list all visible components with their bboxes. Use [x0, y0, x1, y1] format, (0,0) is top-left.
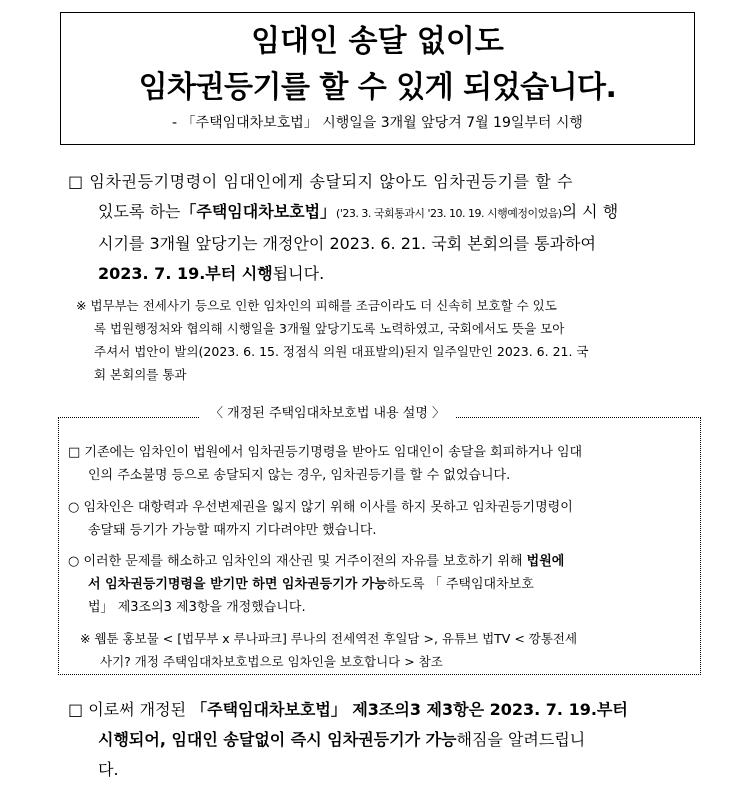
box-note [80, 627, 700, 673]
note1-line1: ※ 법무부는 전세사기 등으로 인한 임차인의 피해를 조금이라도 더 신속히 보호할 수 있도 [76, 298, 557, 313]
box-p3-line1-a: ○ 이러한 문제를 해소하고 임차인의 재산권 및 거주이전의 자유를 보호하기 위해 [68, 554, 527, 569]
section1-line2 [68, 197, 708, 229]
section2-paragraph [68, 695, 708, 785]
page-title-line1: 임대인 송달 없이도 [251, 24, 504, 59]
page-title-line2: 임차권등기를 할 수 있게 되었습니다. [138, 70, 617, 105]
box-p3-line1-bold: 법원에 [526, 554, 565, 569]
box-p2-line1: ○ 임차인은 대항력과 우선변제권을 잃지 않기 위해 이사를 하지 못하고 임차권등기명령이 [68, 500, 573, 515]
box-p1-line2: 인의 주소불명 등으로 송달되지 않는 경우, 임차권등기를 할 수 없었습니다. [88, 468, 511, 483]
section2-line1-a: □ 이로써 개정된 [68, 700, 192, 719]
note1 [76, 294, 706, 386]
note1-line4: 회 본회의를 통과 [94, 367, 187, 382]
explanation-box-title: 〈 개정된 주택임대차보호법 내용 설명 〉 [200, 403, 455, 425]
box-paragraph3 [68, 550, 698, 619]
box-paragraph1 [68, 441, 698, 487]
section1-line2-a: 있도록 하는 [98, 202, 181, 221]
section1-line1: □ 임차권등기명령이 임대인에게 송달되지 않아도 임차권등기를 할 수 [68, 172, 574, 191]
box-p2-line2: 송달돼 등기가 가능할 때까지 기다려야만 했습니다. [88, 523, 377, 538]
effective-date-bold: 2023. 7. 19.부터 시행 [98, 264, 273, 283]
section2-line3: 다. [98, 760, 119, 779]
box-p3-line2-rest: 하도록 「 주택임대차보호 [386, 577, 534, 592]
box-p1-line1: □ 기존에는 임차인이 법원에서 임차권등기명령을 받아도 임대인이 송달을 회피하거나 임대 [68, 445, 583, 460]
section1-line2-d: 의 시 행 [561, 202, 619, 221]
section2-line1-bold: 「주택임대차보호법」 제3조의3 제3항은 2023. 7. 19.부터 [191, 700, 628, 719]
section1-line4-rest: 됩니다. [272, 264, 325, 283]
section2-line2-rest: 해짐을 알려드립니 [456, 730, 586, 749]
section1-line2-note: ('23. 3. 국회통과시 '23. 10. 19. 시행예정이었음) [336, 207, 562, 220]
box-p3-line2-bold: 서 임차권등기명령을 받기만 하면 임차권등기가 가능 [88, 577, 387, 592]
section1-line4 [68, 259, 708, 289]
law-name-bold: 「주택임대차보호법」 [180, 202, 337, 221]
box-p3-line1 [68, 550, 698, 573]
section1-line3: 시기를 3개월 앞당기는 개정안이 2023. 6. 21. 국회 본회의를 통과하여 [98, 234, 596, 253]
section2-line2 [68, 725, 708, 755]
section1-paragraph [68, 167, 708, 289]
box-p3-line3: 법」 제3조의3 제3항을 개정했습니다. [88, 600, 306, 615]
section2-line2-bold: 시행되어, 임대인 송달없이 즉시 임차권등기가 가능 [98, 730, 457, 749]
note1-line2: 록 법원행정처와 협의해 시행일을 3개월 앞당기도록 노력하였고, 국회에서도 뜻을 모아 [94, 321, 565, 336]
box-p3-line2 [68, 573, 698, 596]
section2-line1 [68, 695, 708, 725]
page-subtitle: - 「주택임대차보호법」 시행일을 3개월 앞당겨 7월 19일부터 시행 [172, 115, 583, 131]
box-note-line1: ※ 웹툰 홍보물 < [법무부 x 루나파크] 루나의 전세역전 후일담 >, 유튜브 법TV < 깡통전세 [80, 631, 578, 646]
box-note-line2: 사기? 개정 주택임대차보호법으로 임차인을 보호합니다 > 참조 [100, 654, 443, 669]
box-paragraph2 [68, 496, 698, 542]
note1-line3: 주셔서 법안이 발의(2023. 6. 15. 정점식 의원 대표발의)된지 일주일만인 2023. 6. 21. 국 [94, 344, 589, 359]
title-box [60, 12, 695, 145]
